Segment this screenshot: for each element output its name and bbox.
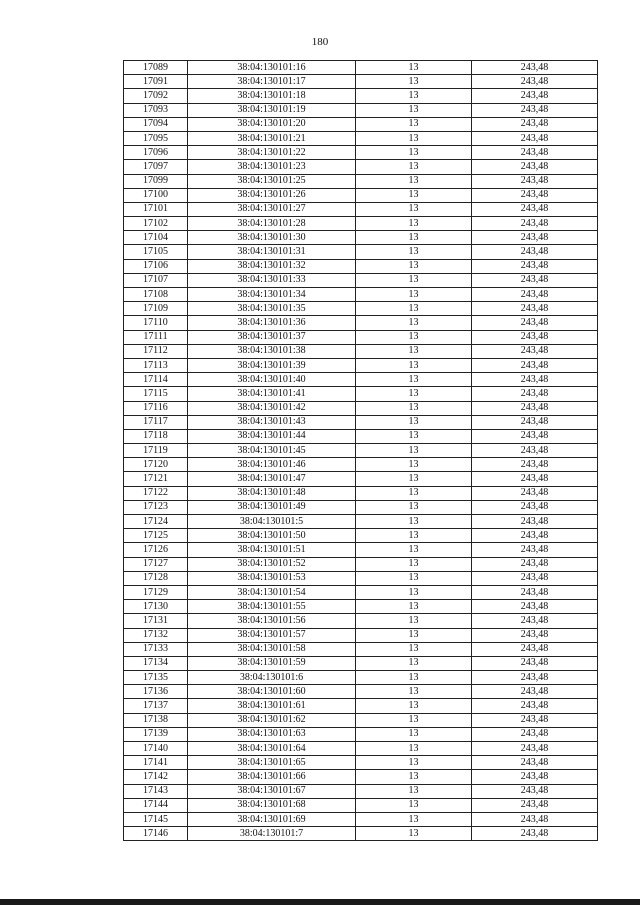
- table-row: [124, 358, 598, 372]
- quantity-cell: 13: [356, 75, 472, 89]
- table-row: [124, 614, 598, 628]
- row-number-cell: 17096: [124, 146, 188, 160]
- amount-cell: 243,48: [472, 713, 598, 727]
- quantity-cell: 13: [356, 642, 472, 656]
- cadastral-number-cell: 38:04:130101:57: [188, 628, 356, 642]
- quantity-cell: 13: [356, 671, 472, 685]
- quantity-cell: 13: [356, 585, 472, 599]
- row-number-cell: 17135: [124, 671, 188, 685]
- quantity-cell: 13: [356, 217, 472, 231]
- table-row: [124, 373, 598, 387]
- quantity-cell: 13: [356, 131, 472, 145]
- quantity-cell: 13: [356, 557, 472, 571]
- table-row: [124, 571, 598, 585]
- cadastral-number-cell: 38:04:130101:68: [188, 798, 356, 812]
- table-row: [124, 713, 598, 727]
- row-number-cell: 17122: [124, 486, 188, 500]
- cadastral-number-cell: 38:04:130101:46: [188, 458, 356, 472]
- cadastral-number-cell: 38:04:130101:60: [188, 685, 356, 699]
- amount-cell: 243,48: [472, 61, 598, 75]
- table-row: [124, 656, 598, 670]
- row-number-cell: 17139: [124, 727, 188, 741]
- table-row: [124, 671, 598, 685]
- amount-cell: 243,48: [472, 401, 598, 415]
- table-row: [124, 600, 598, 614]
- quantity-cell: 13: [356, 699, 472, 713]
- amount-cell: 243,48: [472, 656, 598, 670]
- amount-cell: 243,48: [472, 515, 598, 529]
- quantity-cell: 13: [356, 245, 472, 259]
- table-row: [124, 784, 598, 798]
- amount-cell: 243,48: [472, 131, 598, 145]
- cadastral-number-cell: 38:04:130101:20: [188, 117, 356, 131]
- cadastral-number-cell: 38:04:130101:48: [188, 486, 356, 500]
- table-row: [124, 330, 598, 344]
- amount-cell: 243,48: [472, 231, 598, 245]
- quantity-cell: 13: [356, 429, 472, 443]
- table-row: [124, 770, 598, 784]
- cadastral-number-cell: 38:04:130101:31: [188, 245, 356, 259]
- row-number-cell: 17109: [124, 302, 188, 316]
- row-number-cell: 17127: [124, 557, 188, 571]
- table-row: [124, 529, 598, 543]
- row-number-cell: 17136: [124, 685, 188, 699]
- row-number-cell: 17146: [124, 827, 188, 841]
- row-number-cell: 17112: [124, 344, 188, 358]
- cadastral-number-cell: 38:04:130101:38: [188, 344, 356, 358]
- row-number-cell: 17095: [124, 131, 188, 145]
- cadastral-number-cell: 38:04:130101:49: [188, 500, 356, 514]
- cadastral-number-cell: 38:04:130101:55: [188, 600, 356, 614]
- table-row: [124, 827, 598, 841]
- quantity-cell: 13: [356, 344, 472, 358]
- quantity-cell: 13: [356, 103, 472, 117]
- table-row: [124, 756, 598, 770]
- quantity-cell: 13: [356, 600, 472, 614]
- cadastral-number-cell: 38:04:130101:63: [188, 727, 356, 741]
- scan-bottom-edge: [0, 899, 640, 905]
- quantity-cell: 13: [356, 798, 472, 812]
- amount-cell: 243,48: [472, 812, 598, 826]
- row-number-cell: 17128: [124, 571, 188, 585]
- quantity-cell: 13: [356, 713, 472, 727]
- amount-cell: 243,48: [472, 146, 598, 160]
- table-row: [124, 727, 598, 741]
- row-number-cell: 17134: [124, 656, 188, 670]
- quantity-cell: 13: [356, 458, 472, 472]
- table-row: [124, 245, 598, 259]
- table-row: [124, 231, 598, 245]
- row-number-cell: 17131: [124, 614, 188, 628]
- table-row: [124, 259, 598, 273]
- cadastral-number-cell: 38:04:130101:56: [188, 614, 356, 628]
- table-row: [124, 486, 598, 500]
- row-number-cell: 17125: [124, 529, 188, 543]
- amount-cell: 243,48: [472, 373, 598, 387]
- table-row: [124, 642, 598, 656]
- table-row: [124, 174, 598, 188]
- row-number-cell: 17111: [124, 330, 188, 344]
- row-number-cell: 17100: [124, 188, 188, 202]
- amount-cell: 243,48: [472, 89, 598, 103]
- quantity-cell: 13: [356, 628, 472, 642]
- amount-cell: 243,48: [472, 699, 598, 713]
- table-body: [124, 61, 598, 841]
- quantity-cell: 13: [356, 770, 472, 784]
- cadastral-number-cell: 38:04:130101:50: [188, 529, 356, 543]
- cadastral-number-cell: 38:04:130101:61: [188, 699, 356, 713]
- amount-cell: 243,48: [472, 543, 598, 557]
- row-number-cell: 17102: [124, 217, 188, 231]
- row-number-cell: 17130: [124, 600, 188, 614]
- quantity-cell: 13: [356, 202, 472, 216]
- cadastral-number-cell: 38:04:130101:69: [188, 812, 356, 826]
- row-number-cell: 17123: [124, 500, 188, 514]
- table-row: [124, 798, 598, 812]
- amount-cell: 243,48: [472, 486, 598, 500]
- table-row: [124, 415, 598, 429]
- row-number-cell: 17097: [124, 160, 188, 174]
- cadastral-number-cell: 38:04:130101:22: [188, 146, 356, 160]
- quantity-cell: 13: [356, 89, 472, 103]
- quantity-cell: 13: [356, 812, 472, 826]
- cadastral-number-cell: 38:04:130101:52: [188, 557, 356, 571]
- table-row: [124, 273, 598, 287]
- row-number-cell: 17106: [124, 259, 188, 273]
- amount-cell: 243,48: [472, 429, 598, 443]
- table-row: [124, 429, 598, 443]
- cadastral-number-cell: 38:04:130101:43: [188, 415, 356, 429]
- amount-cell: 243,48: [472, 259, 598, 273]
- row-number-cell: 17137: [124, 699, 188, 713]
- cadastral-number-cell: 38:04:130101:47: [188, 472, 356, 486]
- cadastral-number-cell: 38:04:130101:59: [188, 656, 356, 670]
- cadastral-number-cell: 38:04:130101:34: [188, 288, 356, 302]
- cadastral-number-cell: 38:04:130101:16: [188, 61, 356, 75]
- quantity-cell: 13: [356, 656, 472, 670]
- amount-cell: 243,48: [472, 387, 598, 401]
- quantity-cell: 13: [356, 259, 472, 273]
- table-row: [124, 75, 598, 89]
- cadastral-number-cell: 38:04:130101:62: [188, 713, 356, 727]
- cadastral-number-cell: 38:04:130101:44: [188, 429, 356, 443]
- row-number-cell: 17129: [124, 585, 188, 599]
- cadastral-number-cell: 38:04:130101:6: [188, 671, 356, 685]
- cadastral-number-cell: 38:04:130101:25: [188, 174, 356, 188]
- amount-cell: 243,48: [472, 117, 598, 131]
- amount-cell: 243,48: [472, 529, 598, 543]
- cadastral-number-cell: 38:04:130101:27: [188, 202, 356, 216]
- row-number-cell: 17144: [124, 798, 188, 812]
- cadastral-number-cell: 38:04:130101:28: [188, 217, 356, 231]
- quantity-cell: 13: [356, 742, 472, 756]
- amount-cell: 243,48: [472, 202, 598, 216]
- amount-cell: 243,48: [472, 444, 598, 458]
- cadastral-number-cell: 38:04:130101:67: [188, 784, 356, 798]
- amount-cell: 243,48: [472, 160, 598, 174]
- amount-cell: 243,48: [472, 770, 598, 784]
- row-number-cell: 17121: [124, 472, 188, 486]
- amount-cell: 243,48: [472, 188, 598, 202]
- row-number-cell: 17110: [124, 316, 188, 330]
- table-row: [124, 387, 598, 401]
- quantity-cell: 13: [356, 146, 472, 160]
- amount-cell: 243,48: [472, 642, 598, 656]
- amount-cell: 243,48: [472, 600, 598, 614]
- row-number-cell: 17132: [124, 628, 188, 642]
- cadastral-number-cell: 38:04:130101:65: [188, 756, 356, 770]
- row-number-cell: 17104: [124, 231, 188, 245]
- cadastral-number-cell: 38:04:130101:51: [188, 543, 356, 557]
- row-number-cell: 17107: [124, 273, 188, 287]
- row-number-cell: 17118: [124, 429, 188, 443]
- cadastral-number-cell: 38:04:130101:36: [188, 316, 356, 330]
- amount-cell: 243,48: [472, 727, 598, 741]
- row-number-cell: 17094: [124, 117, 188, 131]
- page-number: 180: [311, 36, 329, 48]
- table-row: [124, 131, 598, 145]
- amount-cell: 243,48: [472, 358, 598, 372]
- table-row: [124, 458, 598, 472]
- table-row: [124, 685, 598, 699]
- amount-cell: 243,48: [472, 585, 598, 599]
- cadastral-number-cell: 38:04:130101:18: [188, 89, 356, 103]
- amount-cell: 243,48: [472, 245, 598, 259]
- cadastral-table: [123, 60, 598, 841]
- amount-cell: 243,48: [472, 75, 598, 89]
- row-number-cell: 17143: [124, 784, 188, 798]
- amount-cell: 243,48: [472, 415, 598, 429]
- table-row: [124, 217, 598, 231]
- cadastral-number-cell: 38:04:130101:32: [188, 259, 356, 273]
- table-row: [124, 515, 598, 529]
- row-number-cell: 17108: [124, 288, 188, 302]
- quantity-cell: 13: [356, 373, 472, 387]
- row-number-cell: 17093: [124, 103, 188, 117]
- cadastral-number-cell: 38:04:130101:58: [188, 642, 356, 656]
- amount-cell: 243,48: [472, 288, 598, 302]
- cadastral-number-cell: 38:04:130101:39: [188, 358, 356, 372]
- cadastral-number-cell: 38:04:130101:30: [188, 231, 356, 245]
- quantity-cell: 13: [356, 174, 472, 188]
- amount-cell: 243,48: [472, 174, 598, 188]
- row-number-cell: 17113: [124, 358, 188, 372]
- quantity-cell: 13: [356, 472, 472, 486]
- table-row: [124, 401, 598, 415]
- row-number-cell: 17120: [124, 458, 188, 472]
- cadastral-number-cell: 38:04:130101:7: [188, 827, 356, 841]
- row-number-cell: 17117: [124, 415, 188, 429]
- amount-cell: 243,48: [472, 827, 598, 841]
- quantity-cell: 13: [356, 61, 472, 75]
- row-number-cell: 17141: [124, 756, 188, 770]
- quantity-cell: 13: [356, 486, 472, 500]
- quantity-cell: 13: [356, 515, 472, 529]
- table-row: [124, 288, 598, 302]
- amount-cell: 243,48: [472, 344, 598, 358]
- row-number-cell: 17126: [124, 543, 188, 557]
- amount-cell: 243,48: [472, 685, 598, 699]
- quantity-cell: 13: [356, 614, 472, 628]
- cadastral-number-cell: 38:04:130101:64: [188, 742, 356, 756]
- quantity-cell: 13: [356, 316, 472, 330]
- row-number-cell: 17116: [124, 401, 188, 415]
- quantity-cell: 13: [356, 685, 472, 699]
- cadastral-number-cell: 38:04:130101:21: [188, 131, 356, 145]
- cadastral-number-cell: 38:04:130101:37: [188, 330, 356, 344]
- table-row: [124, 585, 598, 599]
- row-number-cell: 17115: [124, 387, 188, 401]
- table-row: [124, 812, 598, 826]
- table-row: [124, 500, 598, 514]
- amount-cell: 243,48: [472, 671, 598, 685]
- quantity-cell: 13: [356, 756, 472, 770]
- cadastral-number-cell: 38:04:130101:66: [188, 770, 356, 784]
- table-row: [124, 202, 598, 216]
- amount-cell: 243,48: [472, 103, 598, 117]
- amount-cell: 243,48: [472, 217, 598, 231]
- row-number-cell: 17142: [124, 770, 188, 784]
- table-row: [124, 316, 598, 330]
- cadastral-number-cell: 38:04:130101:33: [188, 273, 356, 287]
- table-row: [124, 628, 598, 642]
- amount-cell: 243,48: [472, 756, 598, 770]
- cadastral-number-cell: 38:04:130101:35: [188, 302, 356, 316]
- quantity-cell: 13: [356, 529, 472, 543]
- quantity-cell: 13: [356, 288, 472, 302]
- cadastral-number-cell: 38:04:130101:19: [188, 103, 356, 117]
- quantity-cell: 13: [356, 500, 472, 514]
- row-number-cell: 17099: [124, 174, 188, 188]
- amount-cell: 243,48: [472, 742, 598, 756]
- cadastral-number-cell: 38:04:130101:26: [188, 188, 356, 202]
- row-number-cell: 17119: [124, 444, 188, 458]
- quantity-cell: 13: [356, 160, 472, 174]
- amount-cell: 243,48: [472, 472, 598, 486]
- table-row: [124, 472, 598, 486]
- table-row: [124, 188, 598, 202]
- quantity-cell: 13: [356, 231, 472, 245]
- quantity-cell: 13: [356, 444, 472, 458]
- quantity-cell: 13: [356, 727, 472, 741]
- quantity-cell: 13: [356, 188, 472, 202]
- table-row: [124, 302, 598, 316]
- row-number-cell: 17091: [124, 75, 188, 89]
- cadastral-number-cell: 38:04:130101:23: [188, 160, 356, 174]
- amount-cell: 243,48: [472, 798, 598, 812]
- table-row: [124, 160, 598, 174]
- amount-cell: 243,48: [472, 628, 598, 642]
- cadastral-number-cell: 38:04:130101:42: [188, 401, 356, 415]
- row-number-cell: 17133: [124, 642, 188, 656]
- cadastral-number-cell: 38:04:130101:17: [188, 75, 356, 89]
- amount-cell: 243,48: [472, 330, 598, 344]
- row-number-cell: 17138: [124, 713, 188, 727]
- row-number-cell: 17114: [124, 373, 188, 387]
- table-row: [124, 543, 598, 557]
- amount-cell: 243,48: [472, 784, 598, 798]
- quantity-cell: 13: [356, 387, 472, 401]
- cadastral-number-cell: 38:04:130101:45: [188, 444, 356, 458]
- quantity-cell: 13: [356, 117, 472, 131]
- table-row: [124, 146, 598, 160]
- table-row: [124, 742, 598, 756]
- amount-cell: 243,48: [472, 500, 598, 514]
- cadastral-number-cell: 38:04:130101:41: [188, 387, 356, 401]
- row-number-cell: 17140: [124, 742, 188, 756]
- row-number-cell: 17089: [124, 61, 188, 75]
- quantity-cell: 13: [356, 571, 472, 585]
- quantity-cell: 13: [356, 784, 472, 798]
- table-row: [124, 117, 598, 131]
- quantity-cell: 13: [356, 330, 472, 344]
- quantity-cell: 13: [356, 827, 472, 841]
- table-row: [124, 699, 598, 713]
- quantity-cell: 13: [356, 302, 472, 316]
- row-number-cell: 17092: [124, 89, 188, 103]
- amount-cell: 243,48: [472, 458, 598, 472]
- row-number-cell: 17124: [124, 515, 188, 529]
- amount-cell: 243,48: [472, 614, 598, 628]
- row-number-cell: 17145: [124, 812, 188, 826]
- quantity-cell: 13: [356, 273, 472, 287]
- table-row: [124, 344, 598, 358]
- quantity-cell: 13: [356, 415, 472, 429]
- amount-cell: 243,48: [472, 571, 598, 585]
- quantity-cell: 13: [356, 358, 472, 372]
- amount-cell: 243,48: [472, 557, 598, 571]
- amount-cell: 243,48: [472, 302, 598, 316]
- row-number-cell: 17101: [124, 202, 188, 216]
- row-number-cell: 17105: [124, 245, 188, 259]
- table-row: [124, 444, 598, 458]
- table-row: [124, 61, 598, 75]
- amount-cell: 243,48: [472, 273, 598, 287]
- table-row: [124, 103, 598, 117]
- quantity-cell: 13: [356, 401, 472, 415]
- table-row: [124, 557, 598, 571]
- quantity-cell: 13: [356, 543, 472, 557]
- table-row: [124, 89, 598, 103]
- cadastral-number-cell: 38:04:130101:53: [188, 571, 356, 585]
- cadastral-number-cell: 38:04:130101:54: [188, 585, 356, 599]
- amount-cell: 243,48: [472, 316, 598, 330]
- cadastral-number-cell: 38:04:130101:5: [188, 515, 356, 529]
- cadastral-number-cell: 38:04:130101:40: [188, 373, 356, 387]
